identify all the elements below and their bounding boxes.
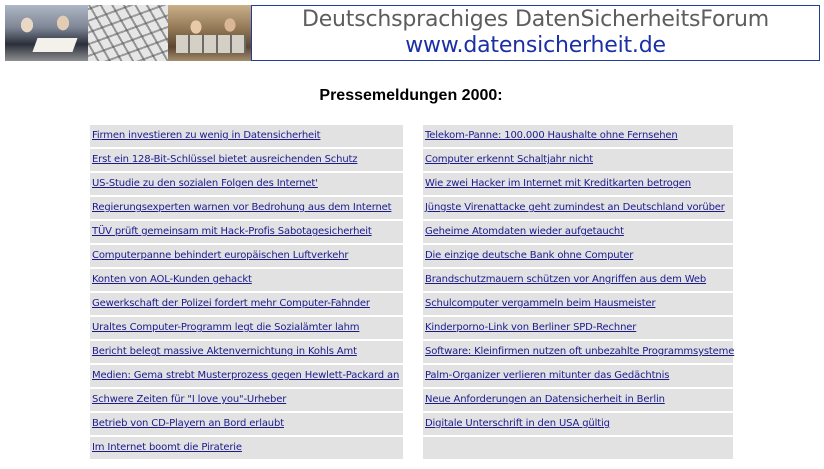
news-link[interactable]: Computer erkennt Schaltjahr nicht [425, 154, 593, 165]
site-banner [5, 5, 820, 61]
news-cell [423, 269, 733, 291]
news-link[interactable]: Die einzige deutsche Bank ohne Computer [425, 250, 634, 261]
news-link[interactable]: Gewerkschaft der Polizei fordert mehr Computer-Fahnder [92, 298, 370, 309]
news-cell [90, 269, 403, 291]
news-link[interactable]: Betrieb von CD-Playern an Bord erlaubt [92, 418, 284, 429]
news-cell [90, 293, 403, 315]
site-title-box [251, 5, 820, 61]
banner-photo-keyboard [88, 5, 168, 61]
news-cell [90, 365, 403, 387]
news-cell [90, 317, 403, 339]
news-link[interactable]: Software: Kleinfirmen nutzen oft unbezahlte Programmsysteme [425, 346, 735, 357]
banner-photo-office-people [5, 5, 88, 61]
news-link[interactable]: Uraltes Computer-Programm legt die Sozialämter lahm [92, 322, 360, 333]
news-cell [90, 125, 403, 147]
news-cell [423, 365, 733, 387]
news-cell [90, 245, 403, 267]
news-link[interactable]: Firmen investieren zu wenig in Datensicherheit [92, 130, 321, 141]
news-link[interactable]: Neue Anforderungen an Datensicherheit in Berlin [425, 394, 665, 405]
news-cell [423, 173, 733, 195]
news-link[interactable]: Geheime Atomdaten wieder aufgetaucht [425, 226, 624, 237]
news-column-right [423, 125, 733, 461]
site-url-link[interactable]: www.datensicherheit.de [405, 33, 666, 58]
news-cell [423, 125, 733, 147]
news-cell [90, 197, 403, 219]
page-heading: Pressemeldungen 2000: [319, 87, 503, 104]
news-cell-empty [423, 437, 733, 459]
news-cell [90, 413, 403, 435]
site-title: Deutschsprachiges DatenSicherheitsForum [301, 7, 770, 32]
news-link[interactable]: Jüngste Virenattacke geht zumindest an Deutschland vorüber [425, 202, 725, 213]
news-link[interactable]: Im Internet boomt die Piraterie [92, 442, 242, 453]
news-cell [90, 389, 403, 411]
news-link[interactable]: Telekom-Panne: 100.000 Haushalte ohne Fernsehen [425, 130, 678, 141]
news-link[interactable]: Regierungsexperten warnen vor Bedrohung aus dem Internet [92, 202, 392, 213]
banner-photos [5, 5, 251, 61]
news-cell [423, 341, 733, 363]
news-cell [90, 221, 403, 243]
news-cell [423, 389, 733, 411]
news-cell [423, 197, 733, 219]
news-cell [90, 437, 403, 459]
news-cell [423, 413, 733, 435]
news-link[interactable]: Erst ein 128-Bit-Schlüssel bietet ausreichenden Schutz [92, 154, 358, 165]
news-link[interactable]: Computerpanne behindert europäischen Luftverkehr [92, 250, 349, 261]
news-cell [423, 245, 733, 267]
news-link[interactable]: Palm-Organizer verlieren mitunter das Gedächtnis [425, 370, 670, 381]
news-cell [423, 317, 733, 339]
news-link[interactable]: Wie zwei Hacker im Internet mit Kreditkarten betrogen [425, 178, 691, 189]
news-cell [423, 221, 733, 243]
news-link[interactable]: Kinderporno-Link von Berliner SPD-Rechner [425, 322, 637, 333]
news-cell [90, 173, 403, 195]
news-column-left [90, 125, 403, 461]
news-link[interactable]: Digitale Unterschrift in den USA gültig [425, 418, 610, 429]
banner-photo-workplace [168, 5, 251, 61]
news-link[interactable]: Medien: Gema strebt Musterprozess gegen Hewlett-Packard an [92, 370, 400, 381]
news-link[interactable]: Schwere Zeiten für "I love you"-Urheber [92, 394, 287, 405]
news-link[interactable]: Konten von AOL-Kunden gehackt [92, 274, 252, 285]
news-link[interactable]: TÜV prüft gemeinsam mit Hack-Profis Sabotagesicherheit [92, 226, 372, 237]
news-cell [423, 149, 733, 171]
news-link[interactable]: Brandschutzmauern schützen vor Angriffen aus dem Web [425, 274, 707, 285]
news-cell [423, 293, 733, 315]
news-link[interactable]: US-Studie zu den sozialen Folgen des Internet' [92, 178, 318, 189]
news-link[interactable]: Schulcomputer vergammeln beim Hausmeister [425, 298, 656, 309]
news-cell [90, 341, 403, 363]
news-link[interactable]: Bericht belegt massive Aktenvernichtung in Kohls Amt [92, 346, 357, 357]
news-cell [90, 149, 403, 171]
